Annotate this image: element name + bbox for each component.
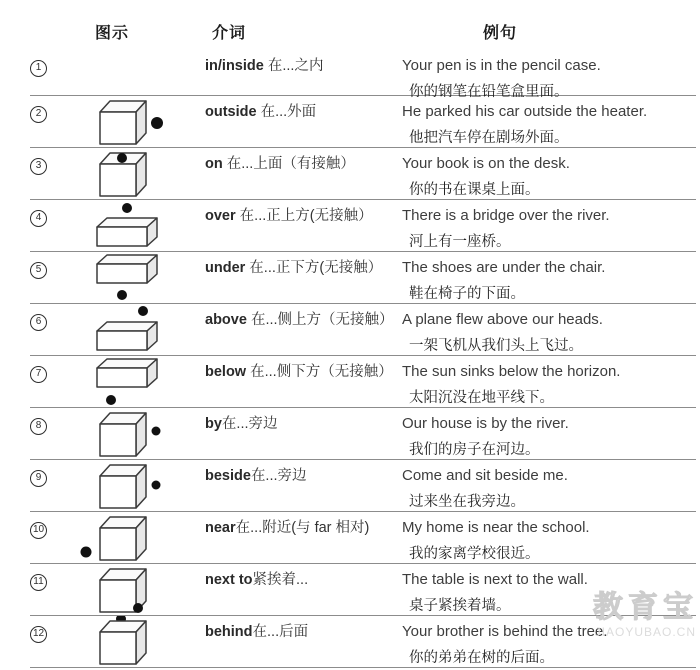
diagram-box-dot-over bbox=[75, 200, 205, 251]
diagram-box-dot-next-to bbox=[75, 564, 205, 615]
example-sentence-english: A plane flew above our heads. bbox=[402, 311, 603, 328]
table-row bbox=[30, 564, 696, 616]
row-number-cell bbox=[30, 96, 75, 147]
example-cell bbox=[400, 408, 696, 459]
example-sentence-chinese: 鞋在椅子的下面。 bbox=[409, 286, 525, 302]
preposition-chinese: 在...旁边 bbox=[250, 468, 307, 484]
example-cell bbox=[400, 304, 696, 355]
table-row bbox=[30, 96, 696, 148]
example-sentence-english: Our house is by the river. bbox=[402, 415, 569, 432]
row-number: 9 bbox=[30, 470, 47, 487]
dot-marker bbox=[152, 427, 161, 436]
watermark-logo-text: 教育宝 bbox=[593, 591, 698, 624]
row-number-cell bbox=[30, 408, 75, 459]
preposition-english: beside bbox=[205, 468, 251, 484]
dot-marker bbox=[117, 153, 127, 163]
preposition-english: next to bbox=[205, 572, 253, 588]
example-sentence-chinese: 一架飞机从我们头上飞过。 bbox=[409, 338, 583, 354]
preposition-cell bbox=[205, 564, 400, 615]
box-face-front bbox=[100, 164, 136, 196]
example-cell bbox=[400, 200, 696, 251]
preposition-english: in/inside bbox=[205, 58, 264, 74]
diagram-box-dot-near bbox=[75, 512, 205, 563]
box-face-front bbox=[97, 368, 147, 387]
row-number-cell bbox=[30, 460, 75, 511]
row-number: 1 bbox=[30, 60, 47, 77]
dot-marker bbox=[133, 603, 143, 613]
example-cell bbox=[400, 50, 696, 100]
row-number-cell bbox=[30, 148, 75, 199]
preposition-chinese: 在...侧下方（无接触） bbox=[246, 364, 393, 380]
preposition-english: on bbox=[205, 156, 223, 172]
row-number: 8 bbox=[30, 418, 47, 435]
preposition-english: outside bbox=[205, 104, 257, 120]
preposition-chinese: 在...之内 bbox=[263, 58, 324, 74]
table-row bbox=[30, 148, 696, 200]
row-number: 5 bbox=[30, 262, 47, 279]
row-number-cell bbox=[30, 616, 75, 667]
dot-marker bbox=[117, 290, 127, 300]
preposition-cell bbox=[205, 96, 400, 147]
preposition-chinese: 在...侧上方（无接触） bbox=[246, 312, 394, 328]
example-cell bbox=[400, 148, 696, 199]
preposition-english: over bbox=[205, 208, 236, 224]
example-cell bbox=[400, 356, 696, 407]
box-face-front bbox=[100, 528, 136, 560]
diagram-box-dot-behind bbox=[75, 616, 205, 667]
preposition-chinese: 在...正下方(无接触） bbox=[245, 260, 383, 276]
preposition-english: behind bbox=[205, 624, 253, 640]
table-header bbox=[0, 0, 700, 50]
example-sentence-english: My home is near the school. bbox=[402, 519, 590, 536]
example-cell bbox=[400, 616, 696, 667]
table-row bbox=[30, 200, 696, 252]
dot-marker bbox=[151, 117, 163, 129]
example-cell bbox=[400, 460, 696, 511]
preposition-english: below bbox=[205, 364, 247, 380]
example-sentence-english: The shoes are under the chair. bbox=[402, 259, 606, 276]
row-number-cell bbox=[30, 200, 75, 251]
row-number-cell bbox=[30, 304, 75, 355]
preposition-cell bbox=[205, 148, 400, 199]
table-row bbox=[30, 356, 696, 408]
example-sentence-chinese: 我们的房子在河边。 bbox=[409, 442, 540, 458]
row-number-cell bbox=[30, 564, 75, 615]
dot-marker bbox=[122, 203, 132, 213]
box-face-front bbox=[100, 476, 136, 508]
watermark-url: JIAOYUBAO.CN bbox=[594, 625, 696, 639]
box-face-front bbox=[100, 580, 136, 612]
row-number-cell bbox=[30, 356, 75, 407]
preposition-cell bbox=[205, 616, 400, 667]
preposition-cell bbox=[205, 512, 400, 563]
dot-marker bbox=[106, 395, 116, 405]
preposition-english: near bbox=[205, 520, 236, 536]
example-sentence-chinese: 河上有一座桥。 bbox=[409, 234, 511, 250]
preposition-cell bbox=[205, 200, 400, 251]
example-sentence-english: There is a bridge over the river. bbox=[402, 207, 610, 224]
row-number-cell bbox=[30, 252, 75, 303]
example-cell bbox=[400, 252, 696, 303]
preposition-chinese: 在...外面 bbox=[256, 104, 317, 120]
box-face-front bbox=[100, 112, 136, 144]
diagram-none bbox=[75, 50, 205, 95]
table-row bbox=[30, 616, 696, 668]
example-sentence-chinese: 太阳沉没在地平线下。 bbox=[409, 390, 554, 406]
box-face-front bbox=[97, 227, 147, 246]
preposition-chinese: 在...旁边 bbox=[221, 416, 278, 432]
diagram-box-dot-on-top bbox=[75, 148, 205, 199]
example-cell bbox=[400, 512, 696, 563]
box-face-front bbox=[100, 632, 136, 664]
example-sentence-english: Come and sit beside me. bbox=[402, 467, 568, 484]
box-face-front bbox=[97, 264, 147, 283]
diagram-box-dot-by bbox=[75, 408, 205, 459]
row-number: 4 bbox=[30, 210, 47, 227]
column-header-diagram: 图示 bbox=[95, 25, 130, 42]
table-row bbox=[30, 408, 696, 460]
example-sentence-chinese: 你的钢笔在铅笔盒里面。 bbox=[409, 84, 569, 100]
preposition-chinese: 在...附近(与 far 相对) bbox=[235, 520, 370, 536]
rows bbox=[30, 50, 696, 668]
column-header-preposition: 介词 bbox=[212, 25, 247, 42]
table-row bbox=[30, 512, 696, 564]
preposition-english: above bbox=[205, 312, 247, 328]
example-sentence-chinese: 你的弟弟在树的后面。 bbox=[409, 650, 554, 666]
diagram-box-dot-right-outside bbox=[75, 96, 205, 147]
example-sentence-english: The sun sinks below the horizon. bbox=[402, 363, 621, 380]
example-sentence-chinese: 他把汽车停在剧场外面。 bbox=[409, 130, 569, 146]
preposition-cell bbox=[205, 252, 400, 303]
table-row bbox=[30, 304, 696, 356]
row-number: 2 bbox=[30, 106, 47, 123]
example-sentence-chinese: 桌子紧挨着墙。 bbox=[409, 598, 511, 614]
row-number: 3 bbox=[30, 158, 47, 175]
example-sentence-chinese: 我的家离学校很近。 bbox=[409, 546, 540, 562]
table-row bbox=[30, 50, 696, 100]
preposition-cell bbox=[205, 304, 400, 355]
example-cell bbox=[400, 96, 696, 147]
example-cell bbox=[400, 564, 696, 615]
diagram-box-dot-beside bbox=[75, 460, 205, 511]
example-sentence-english: Your pen is in the pencil case. bbox=[402, 57, 601, 74]
example-sentence-chinese: 过来坐在我旁边。 bbox=[409, 494, 525, 510]
preposition-cell bbox=[205, 356, 400, 407]
diagram-box-dot-below-side bbox=[75, 356, 205, 407]
table-row bbox=[30, 460, 696, 512]
table-row bbox=[30, 252, 696, 304]
column-header-example: 例句 bbox=[483, 25, 518, 42]
preposition-cell bbox=[205, 50, 400, 95]
row-number-cell bbox=[30, 50, 75, 95]
box-face-front bbox=[97, 331, 147, 350]
preposition-chinese: 紧挨着... bbox=[252, 572, 309, 588]
diagram-box-dot-above-side bbox=[75, 304, 205, 355]
row-number: 6 bbox=[30, 314, 47, 331]
example-sentence-chinese: 你的书在课桌上面。 bbox=[409, 182, 540, 198]
preposition-cell bbox=[205, 460, 400, 511]
preposition-english: under bbox=[205, 260, 246, 276]
row-number-cell bbox=[30, 512, 75, 563]
box-face-front bbox=[100, 424, 136, 456]
row-number: 7 bbox=[30, 366, 47, 383]
row-number: 10 bbox=[30, 522, 47, 539]
preposition-english: by bbox=[205, 416, 222, 432]
preposition-chinese: 在...上面（有接触） bbox=[222, 156, 355, 172]
dot-marker bbox=[152, 481, 161, 490]
diagram-box-dot-under bbox=[75, 252, 205, 303]
dot-marker bbox=[138, 306, 148, 316]
example-sentence-english: Your book is on the desk. bbox=[402, 155, 570, 172]
row-number: 12 bbox=[30, 626, 47, 643]
row-number: 11 bbox=[30, 574, 47, 591]
dot-marker bbox=[81, 547, 92, 558]
preposition-chinese: 在...后面 bbox=[252, 624, 309, 640]
example-sentence-english: He parked his car outside the heater. bbox=[402, 103, 648, 120]
preposition-cell bbox=[205, 408, 400, 459]
preposition-chinese: 在...正上方(无接触） bbox=[235, 208, 373, 224]
example-sentence-english: Your brother is behind the tree. bbox=[402, 623, 608, 640]
example-sentence-english: The table is next to the wall. bbox=[402, 571, 588, 588]
